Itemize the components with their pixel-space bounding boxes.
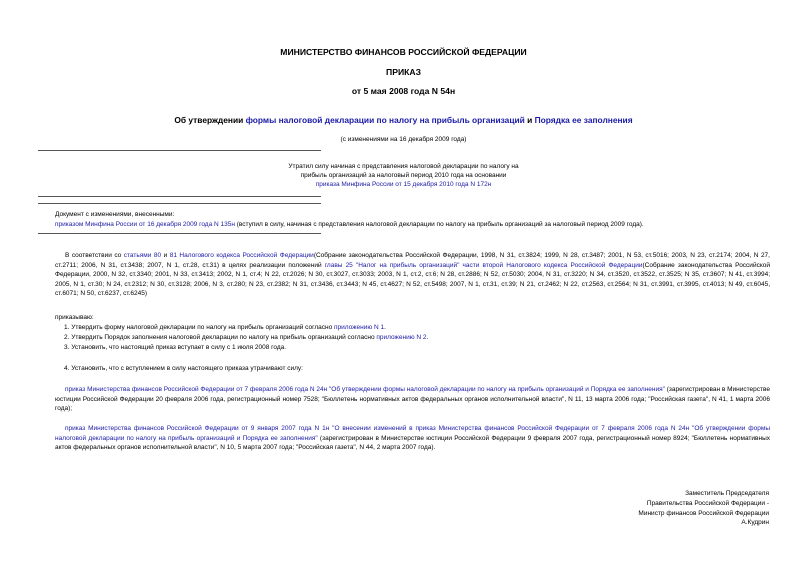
order-word: приказываю: [55, 314, 94, 321]
repealed-order-1n-link[interactable]: приказ Министерства финансов Российской Федерации от 9 января 2007 года N 1н "О внесении изменений в приказ Министерства финансов Российской Федерации от 7 февраля 2006 года N 24н "Об утверждении формы налоговой декларации по налогу на прибыль организаций и Порядка ее заполнения" [55, 425, 770, 442]
preamble-and: и [161, 252, 170, 259]
date-number: от 5 мая 2008 года N 54н [351, 86, 456, 96]
signature-line-3: Министр финансов Российской Федерации [638, 509, 769, 517]
document-title [0, 115, 807, 125]
article-80-link[interactable]: статьями 80 [123, 252, 162, 259]
expired-line-1: Утратил силу начиная с представления налоговой декларации по налогу на [288, 163, 519, 170]
signature-block [638, 489, 769, 528]
article-81-link[interactable]: 81 Налогового кодекса Российской Федерации [169, 252, 314, 259]
ministry-heading: МИНИСТЕРСТВО ФИНАНСОВ РОССИЙСКОЙ ФЕДЕРАЦИИ [280, 47, 527, 57]
expired-note [0, 162, 807, 190]
title-link-procedure[interactable]: Порядка ее заполнения [534, 115, 633, 125]
divider [38, 233, 321, 234]
order-item-1-text: 1. Утвердить форму налоговой декларации по налогу на прибыль организаций согласно [64, 324, 334, 331]
appendix-2-link[interactable]: приложению N 2 [376, 334, 427, 341]
expired-line-2: прибыль организаций за налоговый период 2010 года на основании [300, 172, 507, 180]
repealed-2-text: (зарегистрирован в Министерстве юстиции Российской Федерации 9 февраля 2007 года, регистрационный номер 8924; "Бюллетень нормативных актов федеральных органов исполнительной власти", N 10, 5 марта 2007 года; "Российская газета", N 44, 2 марта 2007 года). [55, 434, 770, 452]
signature-name: А.Кудрин [741, 519, 769, 527]
amend-label: Документ с изменениями, внесенными: [55, 211, 175, 218]
amend-line [55, 220, 795, 229]
title-text-1: Об утверждении [174, 115, 246, 125]
chapter-25-link[interactable]: главы 25 "Налог на прибыль организаций" части второй Налогового кодекса Российской Федерации [324, 261, 643, 269]
amend-text: (вступил в силу, начиная с представления налоговой декларации по налогу на прибыль организаций за налоговый период 2009 года). [234, 221, 644, 228]
order-item-2-text: 2. Утвердить Порядок заполнения налоговой декларации по налогу на прибыль организаций согласно [64, 334, 377, 341]
title-link-form[interactable]: формы налоговой декларации по налогу на прибыль организаций [245, 115, 525, 125]
preamble-paragraph [55, 251, 770, 299]
signature-line-2: Правительства Российской Федерации - [646, 499, 769, 507]
divider [38, 150, 321, 151]
repealed-1-text: (зарегистрирован в Министерстве юстиции Российской Федерации 20 февраля 2006 года, регистрационный номер 7528; "Бюллетень нормативных актов федеральных органов исполнительной власти", N 11, 13 марта 2006 года; "Российская газета", N 41, 1 марта 2006 года); [55, 386, 770, 413]
preamble-text-2: (Собрание законодательства Российской Федерации, 2000, N 32, ст.3340; 2001, N 33, ст.3413; 2002, N 1, ст.4; N 22, ст.2026; N 30, ст.3027, ст.3033; 2003, N 1, ст.2, ст.6; N 28, ст.2886; N 52, ст.5030; 2004, N 31, ст.3220; N 34, ст.3520, ст.3522, ст.3525; N 35, ст.3607; N 41, ст.3994; 2005, N 1, ст.30; N 24, ст.2312; N 30, ст.3128; 2006, N 3, ст.280; N 23, ст.2382; N 31, ст.3436, ст.3443; N 45, ст.4627; N 52, ст.5498; 2007, N 1, ст.31, ст.39; N 21, ст.2462; N 22, ст.2563, ст.2564; N 31, ст.3991, ст.3995, ст.4013; N 49, ст.6045, ст.6071; N 50, ст.6237, ст.6245) [55, 261, 770, 298]
amend-link[interactable]: приказом Минфина России от 16 декабря 2009 года N 135н [55, 221, 235, 228]
order-item-4: 4. Установить, что с вступлением в силу настоящего приказа утрачивают силу: [64, 365, 303, 372]
divider [38, 196, 321, 197]
repealed-order-24n-link[interactable]: приказ Министерства финансов Российской Федерации от 7 февраля 2006 года N 24н "Об утверждении формы налоговой декларации по налогу на прибыль организаций и Порядка ее заполнения" [65, 386, 665, 393]
order-item-3: 3. Установить, что настоящий приказ вступает в силу с 1 июля 2008 года. [64, 344, 287, 351]
preamble-text-1: (Собрание законодательства Российской Федерации, 1998, N 31, ст.3824; 1999, N 28, ст.3487; 2001, N 53, ст.5016; 2003, N 23, ст.2174; 2004, N 27, ст.2711; 2006, N 31, ст.3438; 2007, N 1, ст.28, ст.31) в целях реализации положений [55, 252, 770, 269]
repealed-paragraph-1 [55, 385, 770, 414]
order-item-1: 1. Утвердить форму налоговой декларации по налогу на прибыль организаций согласно приложению N 1. [64, 324, 386, 331]
changes-note: (с изменениями на 16 декабря 2009 года) [340, 136, 467, 143]
expired-link[interactable]: приказа Минфина России от 15 декабря 2010 года N 172н [315, 181, 492, 189]
appendix-1-link[interactable]: приложению N 1 [334, 324, 385, 331]
document-type: ПРИКАЗ [386, 67, 421, 77]
title-text-2: и [524, 115, 535, 125]
repealed-paragraph-2 [55, 424, 770, 453]
signature-line-1: Заместитель Председателя [685, 490, 769, 497]
divider [38, 203, 321, 204]
preamble-intro: В соответствии со [65, 252, 124, 259]
order-item-2: 2. Утвердить Порядок заполнения налоговой декларации по налогу на прибыль организаций согласно приложению N 2. [64, 334, 429, 341]
